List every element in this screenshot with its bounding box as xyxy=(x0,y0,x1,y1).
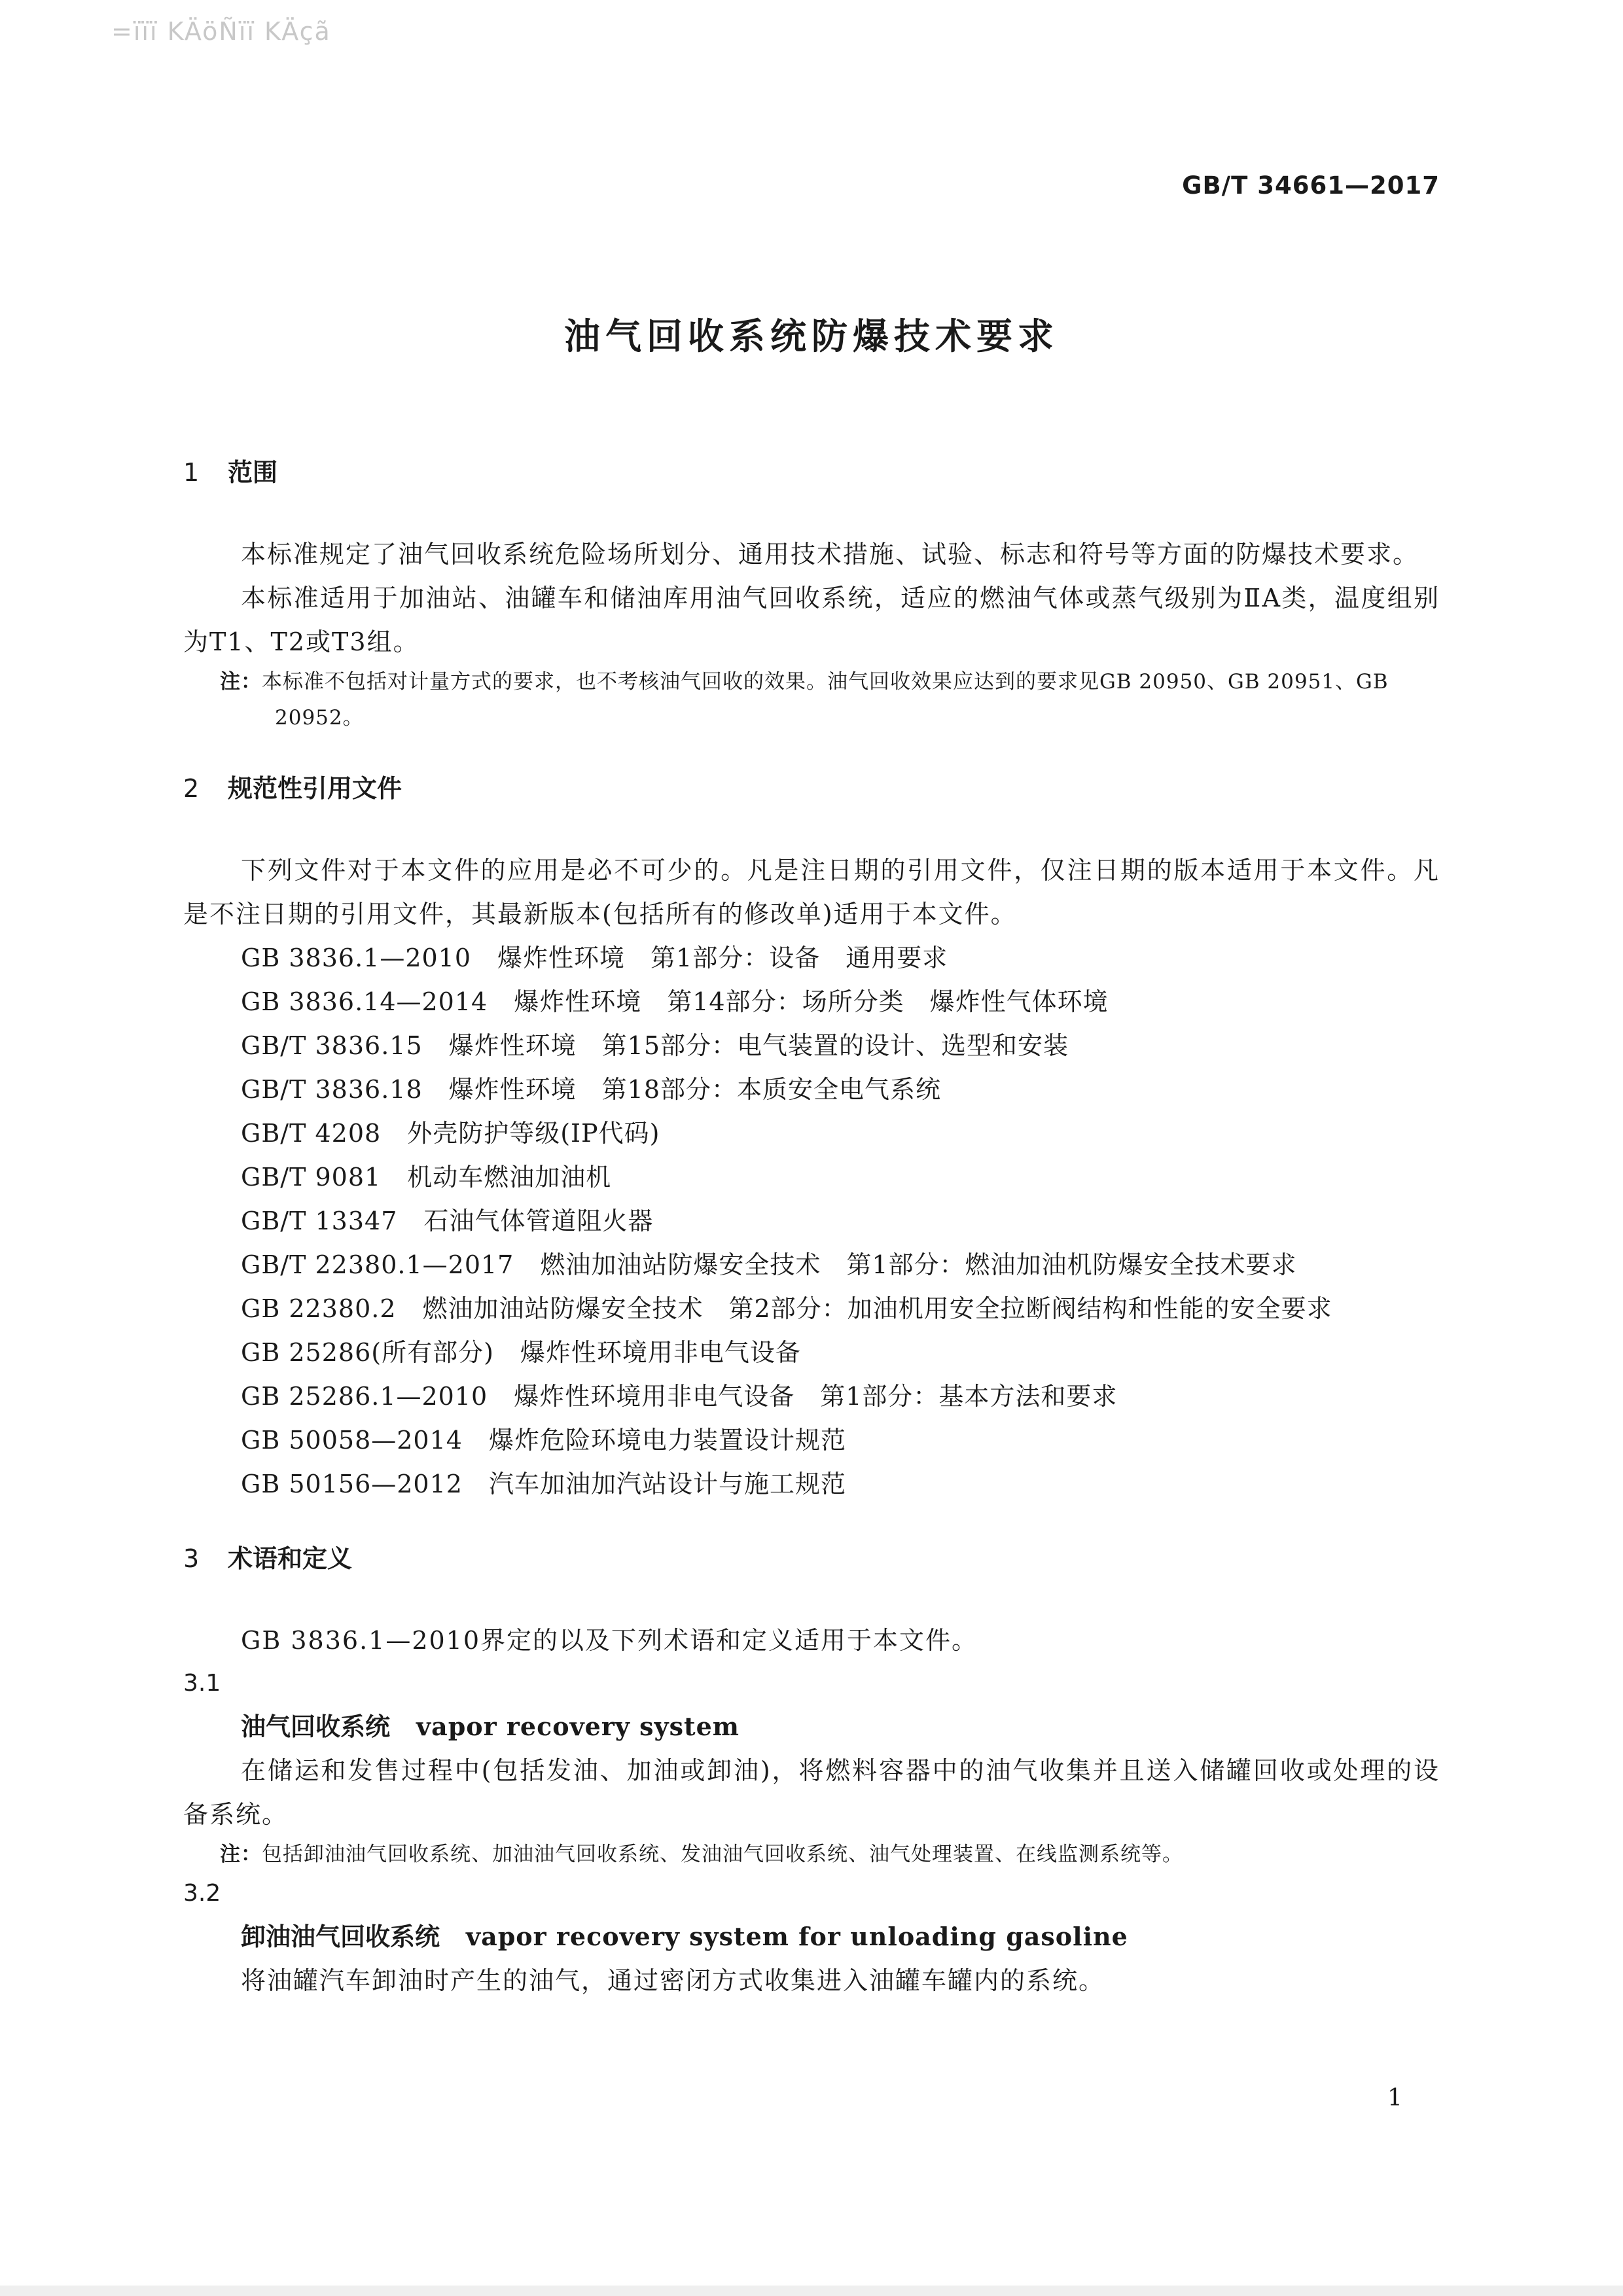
scope-paragraph-1: 本标准规定了油气回收系统危险场所划分、通用技术措施、试验、标志和符号等方面的防爆技术要求。 xyxy=(241,540,1419,569)
section-heading-scope xyxy=(183,451,1440,493)
reference-title: 爆炸性环境用非电气设备 第1部分：基本方法和要求 xyxy=(514,1382,1118,1411)
reference-list xyxy=(183,936,1440,1506)
page-title: 油气回收系统防爆技术要求 xyxy=(563,315,1059,357)
reference-title: 燃油加油站防爆安全技术 第2部分：加油机用安全拉断阀结构和性能的安全要求 xyxy=(422,1294,1332,1323)
reference-item xyxy=(241,1199,1440,1243)
term-note xyxy=(183,1837,1440,1873)
reference-code: GB 25286(所有部分) xyxy=(241,1338,494,1367)
term-zh: 卸油油气回收系统 xyxy=(241,1922,440,1951)
term-en: vapor recovery system for unloading gasoline xyxy=(466,1922,1128,1951)
section-number: 1 xyxy=(183,458,200,487)
reference-item xyxy=(241,1419,1440,1462)
reference-title: 爆炸性环境 第1部分：设备 通用要求 xyxy=(497,944,948,972)
reference-code: GB/T 22380.1—2017 xyxy=(241,1250,514,1279)
reference-code: GB/T 9081 xyxy=(241,1163,382,1192)
term-number: 3.2 xyxy=(183,1880,221,1907)
scope-note xyxy=(183,664,1440,736)
reference-title: 外壳防护等级(IP代码) xyxy=(407,1119,660,1148)
reference-title: 石油气体管道阻火器 xyxy=(423,1207,654,1235)
references-intro: 下列文件对于本文件的应用是必不可少的。凡是注日期的引用文件，仅注日期的版本适用于本文件。凡是不注日期的引用文件，其最新版本(包括所有的修改单)适用于本文件。 xyxy=(183,856,1440,928)
term-zh: 油气回收系统 xyxy=(241,1712,391,1741)
term-heading xyxy=(241,1915,1440,1959)
reference-title: 爆炸性环境 第18部分：本质安全电气系统 xyxy=(448,1075,942,1104)
note-text: 包括卸油油气回收系统、加油油气回收系统、发油油气回收系统、油气处理装置、在线监测系统等。 xyxy=(262,1843,1183,1866)
section-number: 3 xyxy=(183,1544,200,1573)
reference-code: GB/T 3836.18 xyxy=(241,1075,423,1104)
page-number: 1 xyxy=(1387,2085,1402,2111)
reference-title: 燃油加油站防爆安全技术 第1部分：燃油加油机防爆安全技术要求 xyxy=(540,1250,1297,1279)
reference-code: GB 3836.1—2010 xyxy=(241,944,472,972)
reference-item xyxy=(241,1068,1440,1112)
note-label: 注： xyxy=(220,670,262,694)
reference-title: 机动车燃油加油机 xyxy=(407,1163,612,1192)
reference-item xyxy=(241,1462,1440,1506)
reference-title: 爆炸性环境 第14部分：场所分类 爆炸性气体环境 xyxy=(514,987,1109,1016)
reference-item xyxy=(241,1156,1440,1199)
section-number: 2 xyxy=(183,774,200,803)
reference-item xyxy=(241,1287,1440,1331)
term-number: 3.1 xyxy=(183,1670,221,1697)
reference-code: GB/T 13347 xyxy=(241,1207,398,1235)
reference-item xyxy=(241,1024,1440,1068)
reference-item xyxy=(241,1112,1440,1156)
term-definition: 将油罐汽车卸油时产生的油气，通过密闭方式收集进入油罐车罐内的系统。 xyxy=(241,1966,1105,1995)
watermark-text: =ïïï KÄöÑïï KÄçã xyxy=(111,17,331,46)
term-definition: 在储运和发售过程中(包括发油、加油或卸油)，将燃料容器中的油气收集并且送入储罐回收或处理的设备系统。 xyxy=(183,1756,1440,1829)
section-heading-references xyxy=(183,768,1440,809)
reference-item xyxy=(241,980,1440,1024)
reference-code: GB 25286.1—2010 xyxy=(241,1382,488,1411)
reference-item xyxy=(241,936,1440,980)
reference-code: GB 22380.2 xyxy=(241,1294,397,1323)
reference-item xyxy=(241,1331,1440,1375)
reference-code: GB 3836.14—2014 xyxy=(241,987,488,1016)
scope-paragraph-2: 本标准适用于加油站、油罐车和储油库用油气回收系统，适应的燃油气体或蒸气级别为ⅡA类，温度组别为T1、T2或T3组。 xyxy=(183,584,1440,656)
reference-title: 汽车加油加汽站设计与施工规范 xyxy=(488,1470,846,1498)
page-bottom-edge xyxy=(0,2286,1623,2296)
section-title: 术语和定义 xyxy=(228,1544,353,1573)
reference-code: GB/T 4208 xyxy=(241,1119,382,1148)
reference-title: 爆炸性环境用非电气设备 xyxy=(520,1338,801,1367)
reference-item xyxy=(241,1375,1440,1419)
section-heading-terms xyxy=(183,1538,1440,1580)
reference-item xyxy=(241,1243,1440,1287)
term-heading xyxy=(241,1704,1440,1749)
section-title: 规范性引用文件 xyxy=(228,774,402,803)
standard-number: GB/T 34661—2017 xyxy=(1182,171,1440,200)
note-text: 本标准不包括对计量方式的要求，也不考核油气回收的效果。油气回收效果应达到的要求见GB 20950、GB 20951、GB 20952。 xyxy=(262,670,1389,730)
document-body xyxy=(183,451,1440,2003)
reference-code: GB/T 3836.15 xyxy=(241,1031,423,1060)
section-title: 范围 xyxy=(228,458,278,487)
terms-intro: GB 3836.1—2010界定的以及下列术语和定义适用于本文件。 xyxy=(241,1626,978,1655)
reference-title: 爆炸性环境 第15部分：电气装置的设计、选型和安装 xyxy=(448,1031,1069,1060)
term-en: vapor recovery system xyxy=(416,1712,740,1741)
reference-title: 爆炸危险环境电力装置设计规范 xyxy=(488,1426,846,1455)
reference-code: GB 50156—2012 xyxy=(241,1470,463,1498)
reference-code: GB 50058—2014 xyxy=(241,1426,463,1455)
note-label: 注： xyxy=(220,1843,262,1866)
